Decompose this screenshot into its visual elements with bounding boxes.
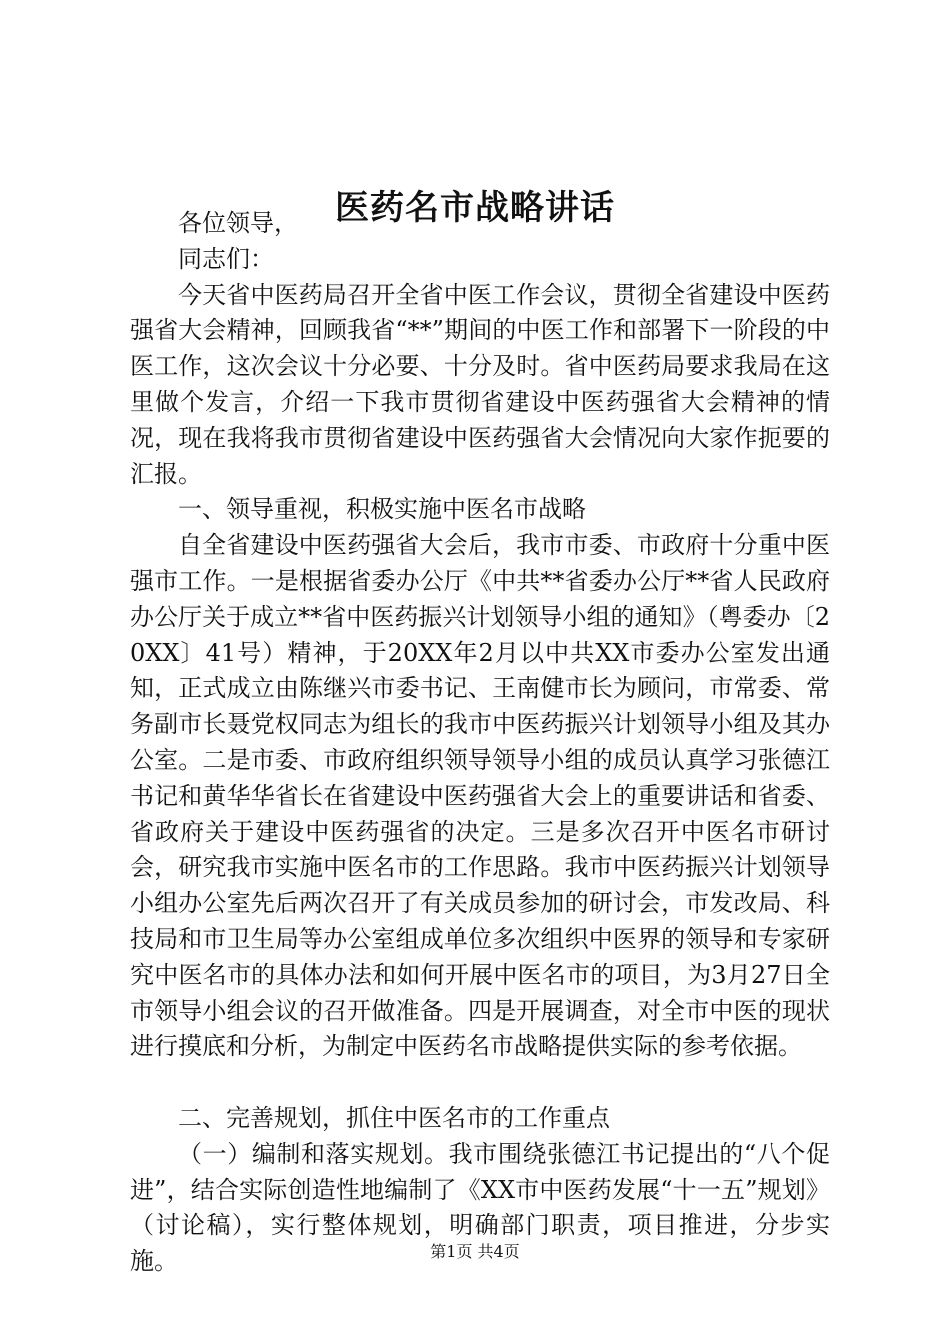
document-title: 医药名市战略讲话	[335, 188, 615, 228]
salutation-leaders: 各位领导，	[178, 209, 298, 237]
section-2-paragraph: （一）编制和落实规划。我市围绕张德江书记提出的“八个促进”，结合实际创造性地编制了《XX市中医药发展“十一五”规划》（讨论稿），实行整体规划，明确部门职责，项目推进，分步实施。	[130, 1139, 830, 1276]
section-1-paragraph: 自全省建设中医药强省大会后，我市市委、市政府十分重中医强市工作。一是根据省委办公厅《中共**省委办公厅**省人民政府办公厅关于成立**省中医药振兴计划领导小组的通知》（粤委办〔20XX〕41号）精神，于20XX年2月以中共XX市委办公室发出通知，正式成立由陈继兴市委书记、王南健市长为顾问，市常委、常务副市长聂党权同志为组长的我市中医药振兴计划领导小组及其办公室。二是市委、市政府组织领导领导小组的成员认真学习张德江书记和黄华华省长在省建设中医药强省大会上的重要讲话和省委、省政府关于建设中医药强省的决定。三是多次召开中医名市研讨会，研究我市实施中医名市的工作思路。我市中医药振兴计划领导小组办公室先后两次召开了有关成员参加的研讨会，市发改局、科技局和市卫生局等办公室组成单位多次组织中医界的领导和专家研究中医名市的具体办法和如何开展中医名市的项目，为3月27日全市领导小组会议的召开做准备。四是开展调查，对全市中医的现状进行摸底和分析，为制定中医药名市战略提供实际的参考依据。	[130, 531, 830, 1061]
page-number-footer: 第1页 共4页	[430, 1242, 520, 1261]
intro-paragraph: 今天省中医药局召开全省中医工作会议，贯彻全省建设中医药强省大会精神，回顾我省“**”期间的中医工作和部署下一阶段的中医工作，这次会议十分必要、十分及时。省中医药局要求我局在这里做个发言，介绍一下我市贯彻省建设中医药强省大会精神的情况，现在我将我市贯彻省建设中医药强省大会情况向大家作扼要的汇报。	[130, 280, 830, 488]
section-heading-2: 二、完善规划，抓住中医名市的工作重点	[178, 1103, 610, 1132]
document-body	[130, 206, 830, 1280]
section-heading-1: 一、领导重视，积极实施中医名市战略	[178, 495, 586, 524]
salutation-comrades: 同志们：	[178, 244, 274, 273]
